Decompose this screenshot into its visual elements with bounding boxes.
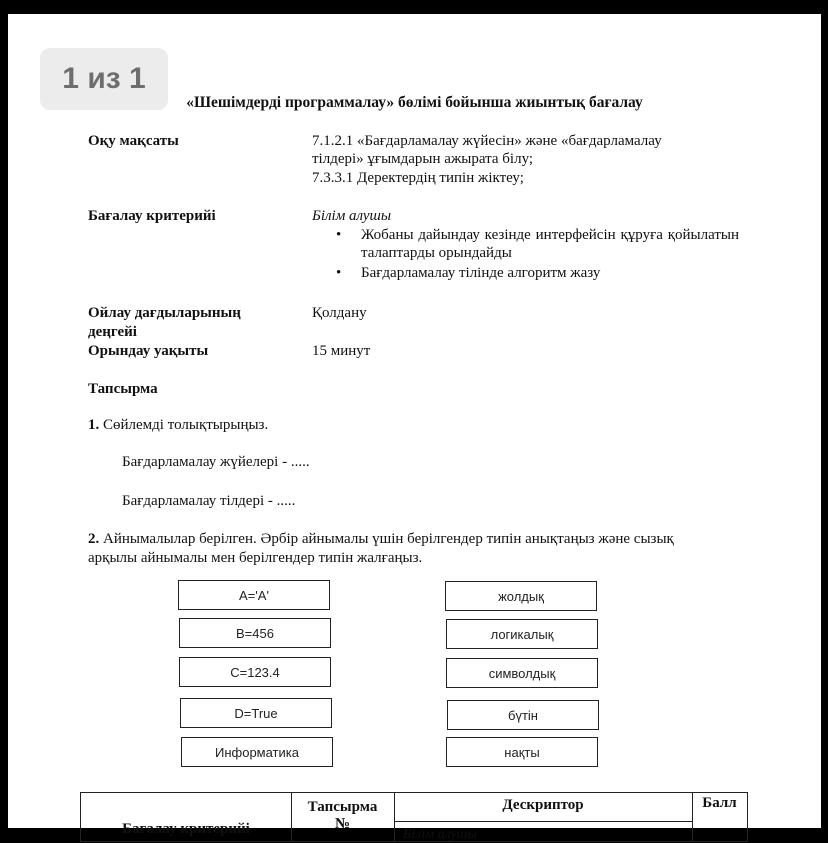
time-label: Орындау уақыты bbox=[88, 343, 209, 359]
criteria-item: • Бағдарламалау тілінде алгоритм жазу bbox=[334, 264, 739, 282]
table-header-task: Тапсырма bbox=[307, 799, 378, 815]
table-header-task-no bbox=[291, 799, 394, 833]
variable-box: D=True bbox=[180, 698, 332, 728]
variable-box: B=456 bbox=[179, 618, 331, 648]
type-box: символдық bbox=[446, 658, 598, 688]
task2-text-cont: арқылы айнымалы мен берілгендер типін жалғаңыз. bbox=[88, 550, 423, 566]
objective-line: 7.3.3.1 Деректердің типін жіктеу; bbox=[312, 170, 524, 186]
task1-number: 1. bbox=[88, 417, 100, 433]
criteria-list bbox=[334, 226, 739, 282]
task1-text: Сөйлемді толықтырыңыз. bbox=[103, 417, 269, 433]
assessment-table bbox=[80, 792, 748, 842]
task2 bbox=[88, 530, 674, 549]
thinking-label: Ойлау дағдыларының bbox=[88, 305, 241, 321]
objective-line: 7.1.2.1 «Бағдарламалау жүйесін» және «бағдарламалау bbox=[312, 133, 662, 149]
table-header-no: № bbox=[334, 816, 351, 832]
document-title: «Шешімдерді программалау» бөлімі бойынша жиынтық бағалау bbox=[186, 94, 643, 111]
criteria-intro: Білім алушы bbox=[312, 208, 392, 224]
document-page bbox=[8, 14, 821, 842]
type-box: жолдық bbox=[445, 581, 597, 611]
thinking-label-cont: деңгейі bbox=[88, 324, 137, 340]
objectives-label: Оқу мақсаты bbox=[88, 133, 179, 149]
table-header-score: Балл bbox=[702, 795, 737, 811]
objective-line: тілдері» ұғымдарын ажырата білу; bbox=[312, 151, 534, 167]
task-heading: Тапсырма bbox=[88, 381, 158, 397]
variable-box: C=123.4 bbox=[179, 657, 331, 687]
task2-number: 2. bbox=[88, 531, 100, 547]
type-box: бүтін bbox=[447, 700, 599, 730]
variable-box: A='A' bbox=[178, 580, 330, 610]
variable-box: Информатика bbox=[181, 737, 333, 767]
time-value: 15 минут bbox=[312, 343, 371, 359]
criteria-label: Бағалау критерийі bbox=[88, 208, 216, 224]
criteria-item: • Жобаны дайындау кезінде интерфейсін құруға қойылатын талаптарды орындайды bbox=[334, 226, 739, 262]
thinking-value: Қолдану bbox=[312, 305, 367, 321]
type-box: нақты bbox=[446, 737, 598, 767]
table-header-criteria: Бағалау критерийі bbox=[122, 821, 250, 837]
page-indicator: 1 из 1 bbox=[40, 48, 168, 110]
table-subheader: Білім алушы bbox=[403, 827, 477, 842]
task1-line: Бағдарламалау тілдері - ..... bbox=[122, 493, 296, 509]
table-header-descriptor: Дескриптор bbox=[502, 797, 584, 813]
task2-text: Айнымалылар берілген. Әрбір айнымалы үшін берілгендер типін анықтаңыз және сызық bbox=[103, 531, 674, 547]
task1 bbox=[88, 416, 268, 435]
type-box: логикалық bbox=[446, 619, 598, 649]
task1-line: Бағдарламалау жүйелері - ..... bbox=[122, 454, 310, 470]
